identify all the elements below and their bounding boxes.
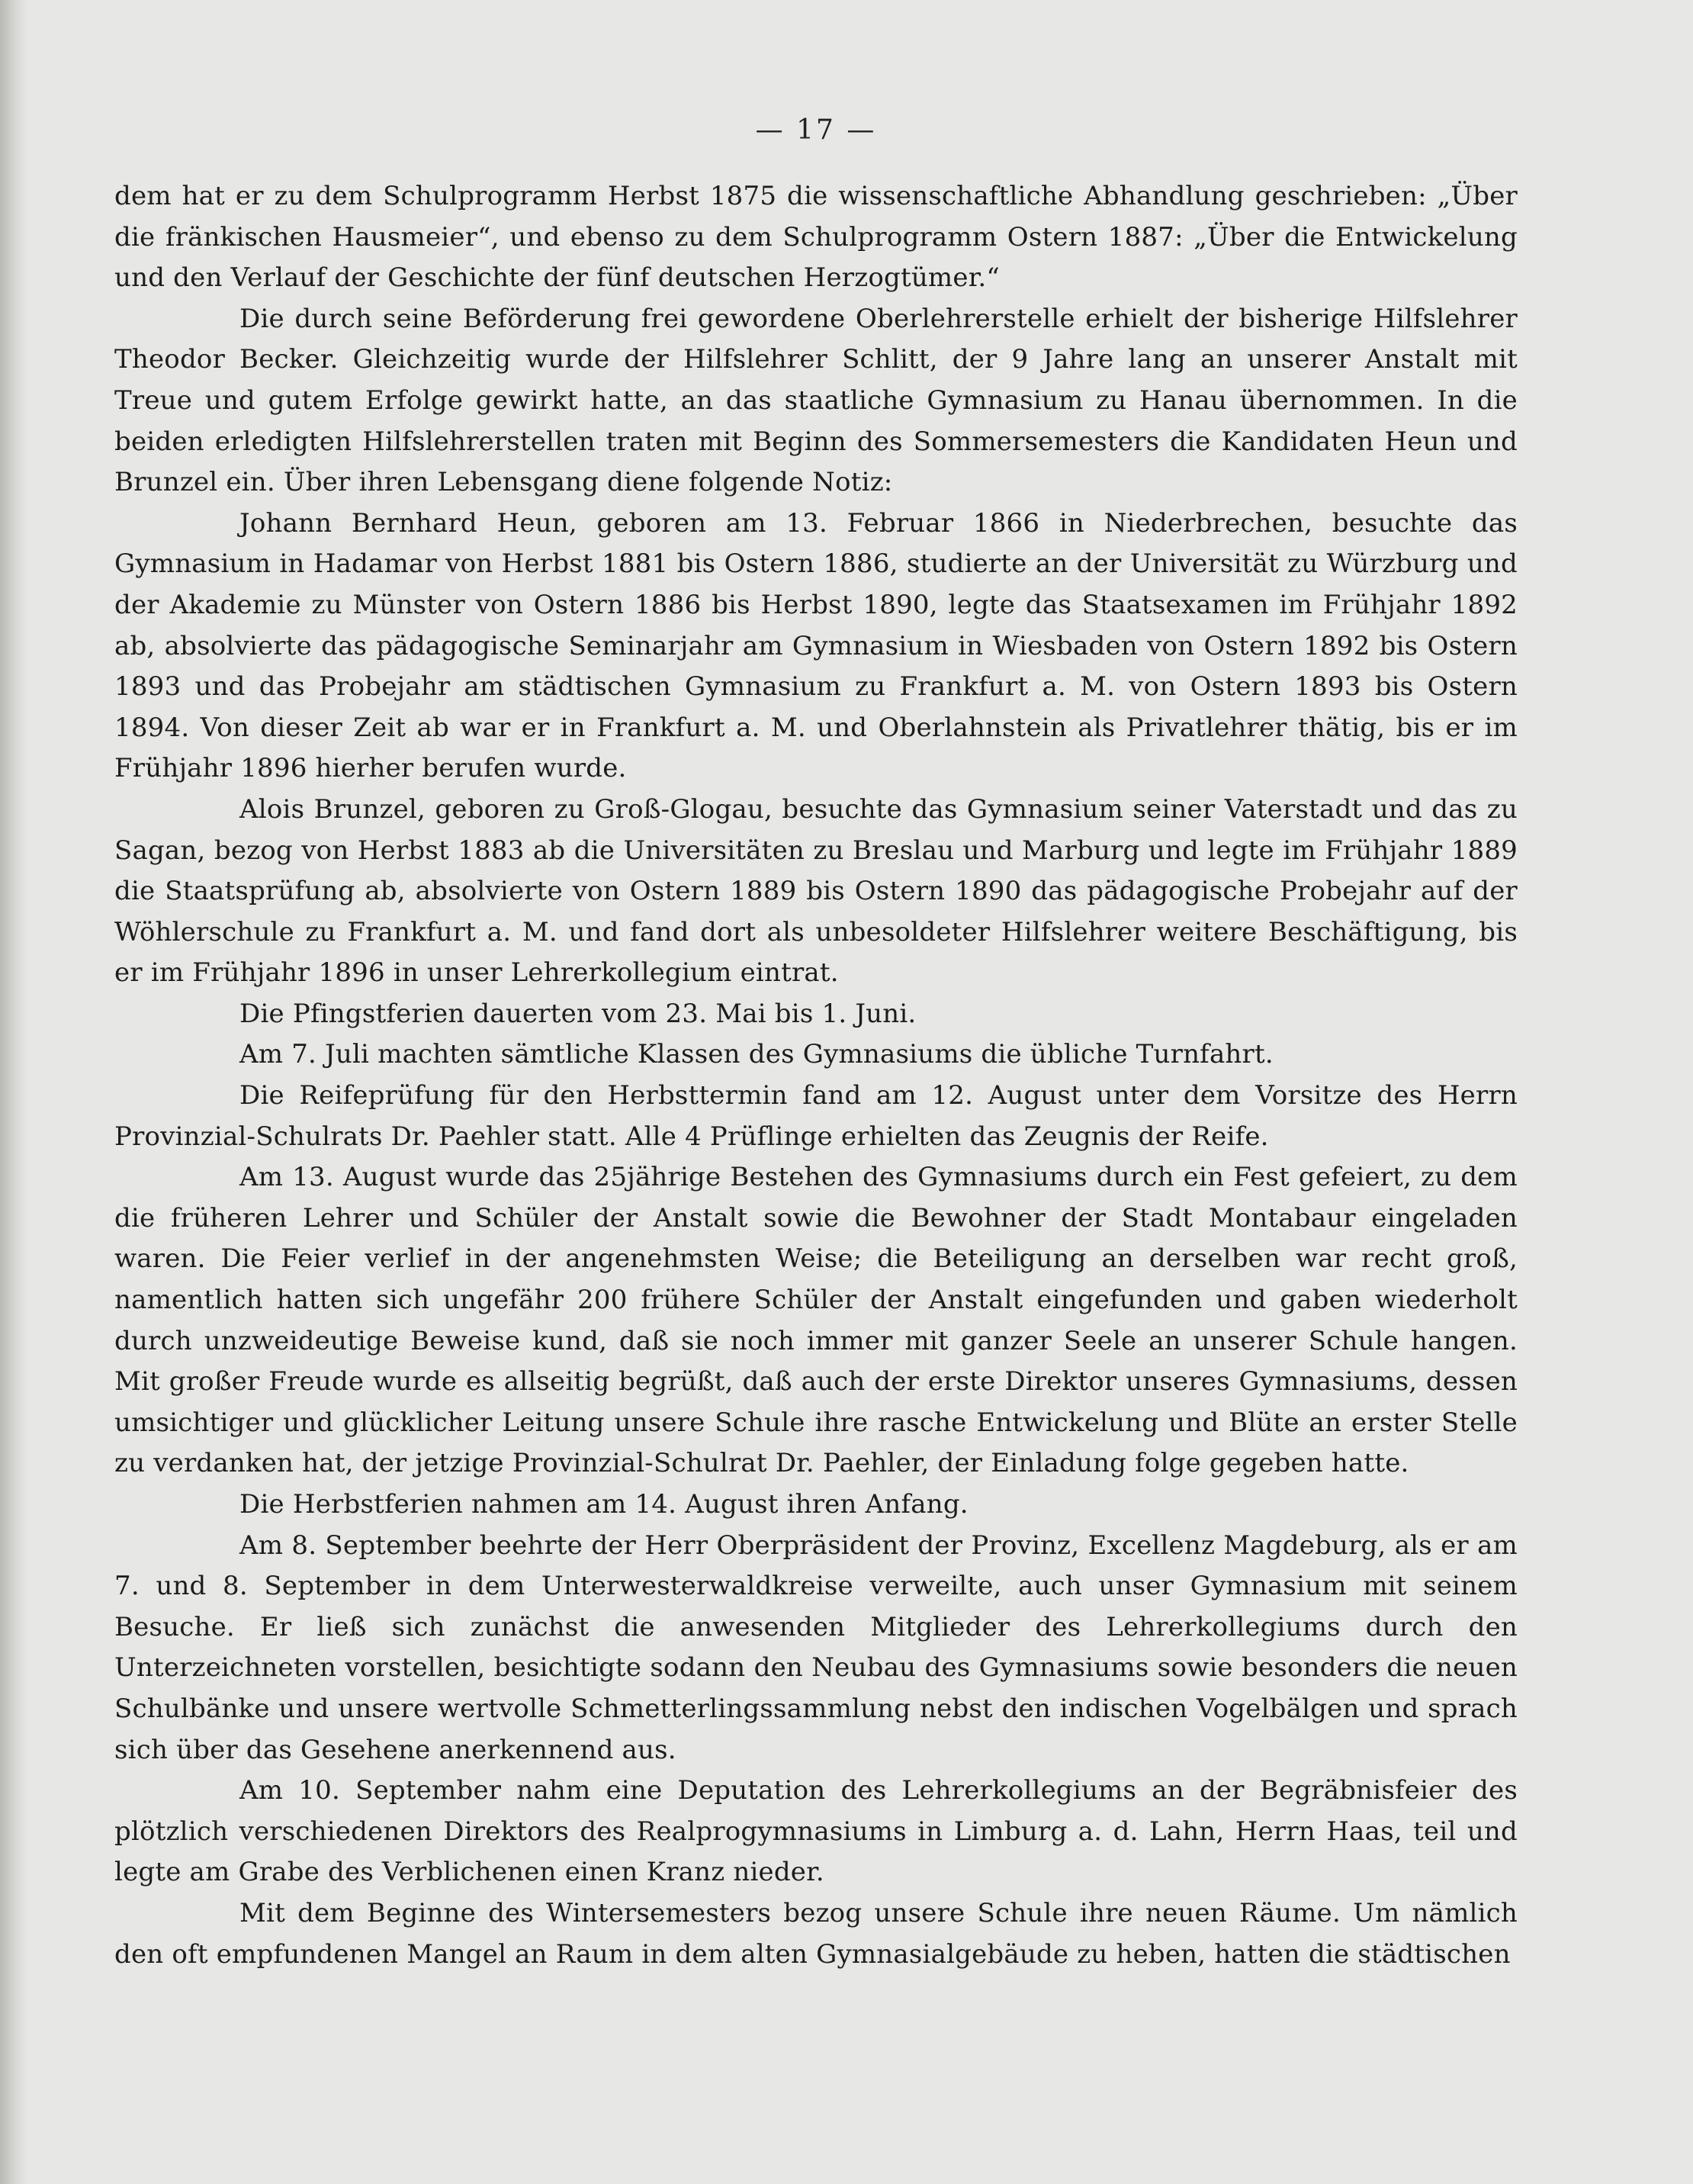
document-page (114, 114, 1518, 1975)
paragraph-anniversary: Am 13. August wurde das 25jährige Bestehen des Gymnasiums durch ein Fest gefeiert, zu dem die früheren Lehrer und Schüler der Anstalt sowie die Bewohner der Stadt Montabaur eingeladen waren. Die Feier verlief in der angenehmsten Weise; die Beteiligung an derselben war recht groß, namentlich hatten sich ungefähr 200 frühere Schüler der Anstalt eingefunden und gaben wiederholt durch unzweideutige Beweise kund, daß sie noch immer mit ganzer Seele an unserer Schule hangen. Mit großer Freude wurde es allseitig begrüßt, daß auch der erste Direktor unseres Gymnasiums, dessen umsichtiger und glücklicher Leitung unsere Schule ihre rasche Entwickelung und Blüte an erster Stelle zu verdanken hat, der jetzige Provinzial-Schulrat Dr. Paehler, der Einladung folge gegeben hatte. (114, 1162, 1518, 1479)
paragraph-president-visit: Am 8. September beehrte der Herr Oberpräsident der Provinz, Excellenz Magdeburg, als er am 7. und 8. September in dem Unterwesterwaldkreise verweilte, auch unser Gymnasium mit seinem Besuche. Er ließ sich zunächst die anwesenden Mitglieder des Lehrerkollegiums durch den Unterzeichneten vorstellen, besichtigte sodann den Neubau des Gymnasiums sowie besonders die neuen Schulbänke und unsere wertvolle Schmetterlingssammlung nebst den indischen Vogelbälgen und sprach sich über das Gesehene anerkennend aus. (114, 1529, 1518, 1765)
paragraph-winter-semester: Mit dem Beginne des Wintersemesters bezog unsere Schule ihre neuen Räume. Um nämlich den oft empfundenen Mangel an Raum in dem alten Gymnasialgebäude zu heben, hatten die städtischen (114, 1897, 1518, 1970)
page-edge-shadow (0, 0, 27, 2184)
paragraph-heun-biography: Johann Bernhard Heun, geboren am 13. Februar 1866 in Niederbrechen, besuchte das Gymnasium in Hadamar von Herbst 1881 bis Ostern 1886, studierte an der Universität zu Würzburg und der Akademie zu Münster von Ostern 1886 bis Herbst 1890, legte das Staatsexamen im Frühjahr 1892 ab, absolvierte das pädagogische Seminarjahr am Gymnasium in Wiesbaden von Ostern 1892 bis Ostern 1893 und das Probejahr am städtischen Gymnasium zu Frankfurt a. M. von Ostern 1893 bis Ostern 1894. Von dieser Zeit ab war er in Frankfurt a. M. und Oberlahnstein als Privatlehrer thätig, bis er im Frühjahr 1896 hierher berufen wurde. (114, 507, 1518, 784)
paragraph-funeral: Am 10. September nahm eine Deputation des Lehrerkollegiums an der Begräbnisfeier des plötzlich verschiedenen Direktors des Realprogymnasiums in Limburg a. d. Lahn, Herrn Haas, teil und legte am Grabe des Verblichenen einen Kranz nieder. (114, 1775, 1518, 1888)
paragraph-brunzel-biography: Alois Brunzel, geboren zu Groß-Glogau, besuchte das Gymnasium seiner Vaterstadt und das zu Sagan, bezog von Herbst 1883 ab die Universitäten zu Breslau und Marburg und legte im Frühjahr 1889 die Staatsprüfung ab, absolvierte von Ostern 1889 bis Ostern 1890 das pädagogische Probejahr auf der Wöhlerschule zu Frankfurt a. M. und fand dort als unbesoldeter Hilfslehrer weitere Beschäftigung, bis er im Frühjahr 1896 in unser Lehrerkollegium eintrat. (114, 793, 1518, 989)
paragraph-gymnastics-trip: Am 7. Juli machten sämtliche Klassen des Gymnasiums die übliche Turnfahrt. (239, 1039, 1274, 1070)
paragraph-continuation: dem hat er zu dem Schulprogramm Herbst 1875 die wissenschaftliche Abhandlung geschrieben: „Über die fränkischen Hausmeier“, und ebenso zu dem Schulprogramm Ostern 1887: „Über die Entwickelung und den Verlauf der Geschichte der fünf deutschen Herzogtümer.“ (114, 181, 1518, 294)
paragraph-autumn-holidays: Die Herbstferien nahmen am 14. August ihren Anfang. (239, 1489, 969, 1520)
body-text (114, 176, 1518, 1975)
paragraph-teacher-positions: Die durch seine Beförderung frei gewordene Oberlehrerstelle erhielt der bisherige Hilfslehrer Theodor Becker. Gleichzeitig wurde der Hilfslehrer Schlitt, der 9 Jahre lang an unserer Anstalt mit Treue und gutem Erfolge gewirkt hatte, an das staatliche Gymnasium zu Hanau übernommen. In die beiden erledigten Hilfslehrerstellen traten mit Beginn des Sommersemesters die Kandidaten Heun und Brunzel ein. Über ihren Lebensgang diene folgende Notiz: (114, 303, 1518, 498)
paragraph-pentecost-holidays: Die Pfingstferien dauerten vom 23. Mai bis 1. Juni. (239, 998, 917, 1029)
page-number: — 17 — (755, 114, 877, 146)
paragraph-final-exam: Die Reifeprüfung für den Herbsttermin fand am 12. August unter dem Vorsitze des Herrn Provinzial-Schulrats Dr. Paehler statt. Alle 4 Prüflinge erhielten das Zeugnis der Reife. (114, 1080, 1518, 1152)
